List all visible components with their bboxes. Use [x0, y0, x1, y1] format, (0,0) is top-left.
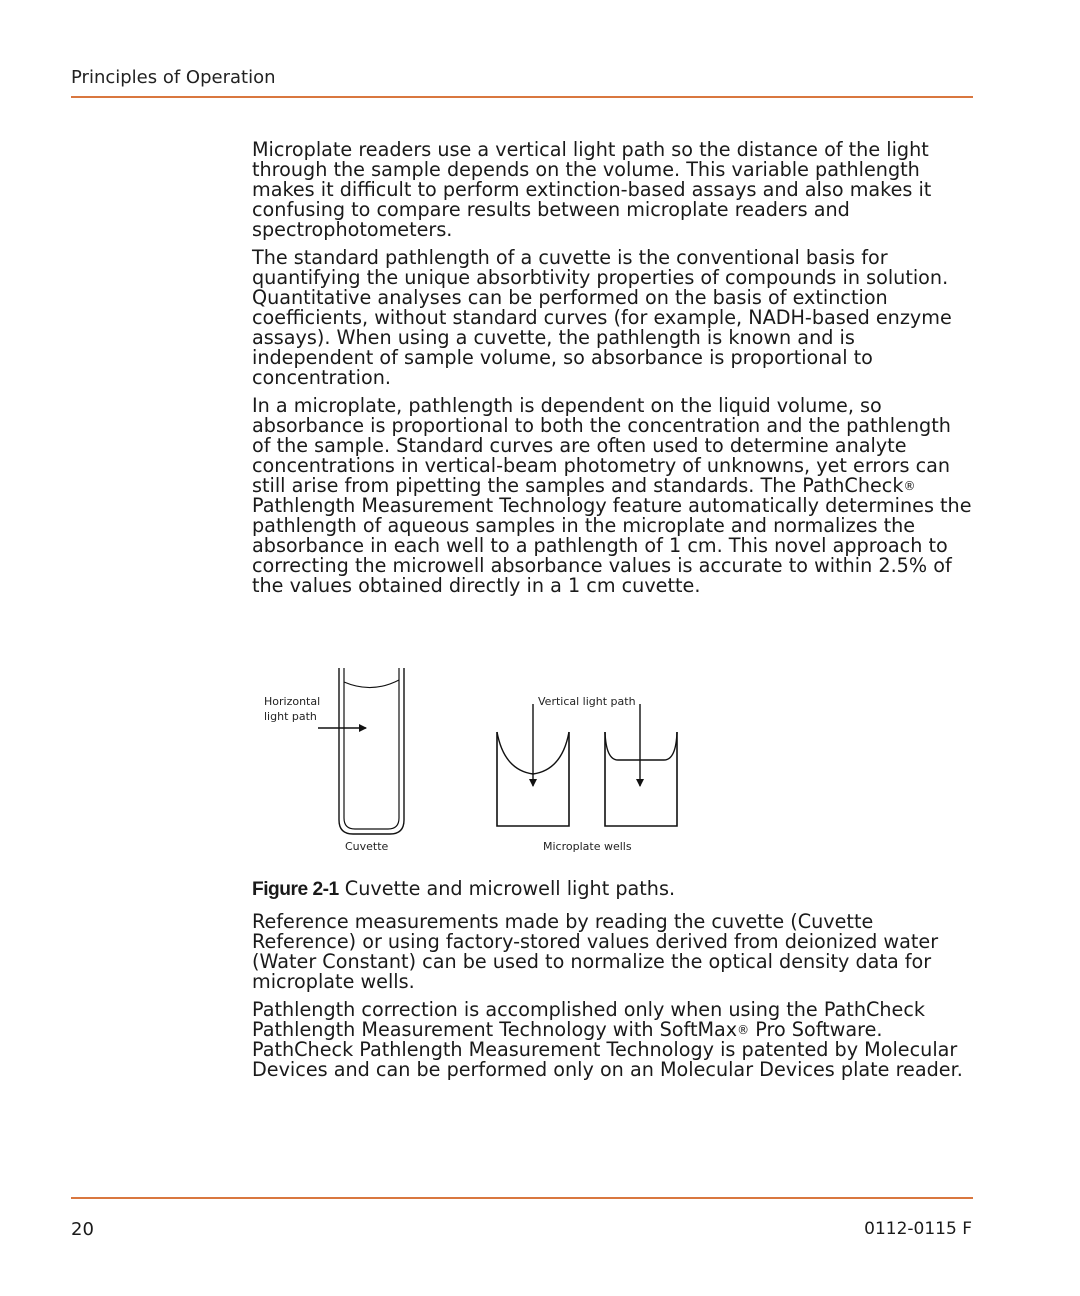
well-2 — [605, 732, 677, 826]
cuvette-outer — [339, 668, 404, 834]
paragraph: Microplate readers use a vertical light path so the distance of the light through the sample depends on the volume. This variable pathlength makes it difficult to perform extinction-based assays and also makes it confusing to compare results between microplate readers and spectrophotometers. — [252, 138, 932, 241]
paragraph-text: Pro Software. PathCheck Pathlength Measurement Technology is patented by Molecular Devices and can be performed only on an Molecular Devices plate reader. — [252, 1018, 963, 1081]
label-horizontal-light-path — [264, 694, 320, 724]
registered-mark: ® — [903, 479, 916, 493]
header-rule — [71, 96, 973, 98]
document-code: 0112-0115 F — [864, 1219, 972, 1239]
label-microplate-wells: Microplate wells — [543, 840, 632, 853]
cuvette-inner — [344, 668, 399, 829]
footer-rule — [71, 1197, 973, 1199]
figure-caption — [252, 877, 675, 901]
body-text-bottom — [252, 912, 974, 1088]
paragraph-text: In a microplate, pathlength is dependent on the liquid volume, so absorbance is proportional to both the concentration and the pathlength of the sample. Standard curves are often used to determine analyte concentrations in vertical-beam photometry of unknowns, yet errors can still arise from pipetting the samples and standards. The PathCheck — [252, 394, 951, 497]
paragraph — [252, 396, 974, 596]
caption-text: Cuvette and microwell light paths. — [338, 877, 676, 900]
cuvette-meniscus — [344, 680, 399, 688]
label-line: Horizontal — [264, 695, 321, 708]
paragraph-text: Pathlength Measurement Technology feature automatically determines the pathlength of aqueous samples in the microplate and normalizes the absorbance in each well to a pathlength of 1 cm. This novel approach to correcting the microwell absorbance values is accurate to within 2.5% of the values obtained directly in a 1 cm cuvette. — [252, 494, 972, 597]
label-vertical-light-path: Vertical light path — [538, 695, 636, 708]
running-head: Principles of Operation — [71, 67, 276, 88]
registered-mark: ® — [737, 1023, 750, 1037]
figure-light-paths — [252, 660, 712, 860]
label-line: light path — [264, 710, 317, 723]
paragraph — [252, 1000, 974, 1080]
paragraph: The standard pathlength of a cuvette is the conventional basis for quantifying the unique absorbtivity properties of compounds in solution. Quantitative analyses can be performed on the basis of extinction coefficients, without standard curves (for example, NADH-based enzyme assays). When using a cuvette, the pathlength is known and is independent of sample volume, so absorbance is proportional to concentration. — [252, 246, 952, 389]
paragraph: Reference measurements made by reading the cuvette (Cuvette Reference) or using factory-stored values derived from deionized water (Water Constant) can be used to normalize the optical density data for microplate wells. — [252, 910, 939, 993]
paragraph-text: Pathlength correction is accomplished only when using the PathCheck Pathlength Measurement Technology with SoftMax — [252, 998, 926, 1041]
page-number: 20 — [71, 1219, 94, 1240]
body-text-top — [252, 140, 974, 604]
figure-diagram — [252, 660, 712, 860]
well-2-meniscus — [605, 732, 677, 760]
figure-number: Figure 2-1 — [252, 879, 339, 900]
label-cuvette: Cuvette — [345, 840, 389, 853]
